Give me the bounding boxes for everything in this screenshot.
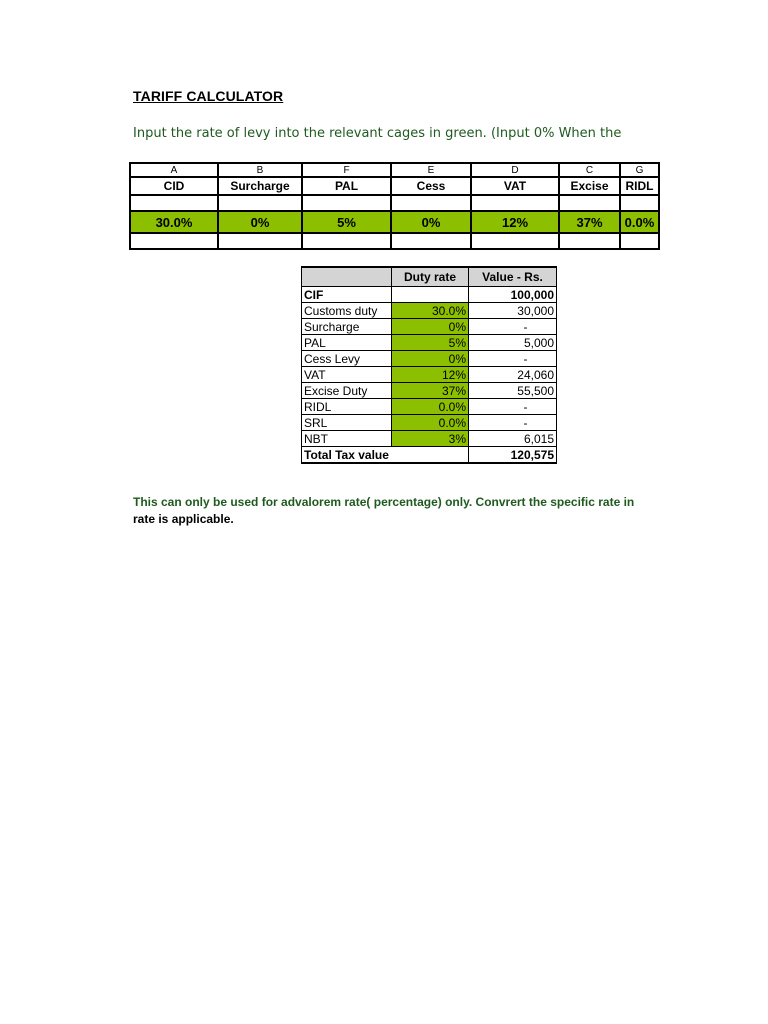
column-letter: A xyxy=(130,163,218,177)
row-value: 6,015 xyxy=(469,431,557,447)
total-tax-value: 120,575 xyxy=(469,447,557,464)
excise-rate-input[interactable]: 37% xyxy=(559,211,620,233)
cif-value: 100,000 xyxy=(469,287,557,303)
cif-rate-empty xyxy=(392,287,469,303)
usage-note-line1: This can only be used for advalorem rate( percentage) only. Convrert the specific rate in xyxy=(133,495,635,509)
empty-cell[interactable] xyxy=(218,195,302,211)
row-rate: 0% xyxy=(392,351,469,367)
empty-cell[interactable] xyxy=(620,195,659,211)
row-rate: 12% xyxy=(392,367,469,383)
empty-cell[interactable] xyxy=(471,233,559,249)
surcharge-rate-input[interactable]: 0% xyxy=(218,211,302,233)
usage-note-line2: rate is applicable. xyxy=(133,512,234,526)
levy-rate-table xyxy=(129,162,660,250)
row-value: 30,000 xyxy=(469,303,557,319)
empty-cell[interactable] xyxy=(391,233,471,249)
row-label: RIDL xyxy=(302,399,392,415)
levy-header-ridl: RIDL xyxy=(620,177,659,195)
empty-cell[interactable] xyxy=(130,195,218,211)
levy-header-pal: PAL xyxy=(302,177,391,195)
row-value: 5,000 xyxy=(469,335,557,351)
column-letter: B xyxy=(218,163,302,177)
levy-header-surcharge: Surcharge xyxy=(218,177,302,195)
page-title: TARIFF CALCULATOR xyxy=(133,88,284,104)
row-value: - xyxy=(469,351,557,367)
cid-rate-input[interactable]: 30.0% xyxy=(130,211,218,233)
row-label: Customs duty xyxy=(302,303,392,319)
empty-cell[interactable] xyxy=(559,233,620,249)
row-value: - xyxy=(469,399,557,415)
pal-rate-input[interactable]: 5% xyxy=(302,211,391,233)
row-rate: 0.0% xyxy=(392,399,469,415)
row-label: PAL xyxy=(302,335,392,351)
row-rate: 0.0% xyxy=(392,415,469,431)
empty-cell[interactable] xyxy=(559,195,620,211)
row-label: VAT xyxy=(302,367,392,383)
cif-label: CIF xyxy=(302,287,392,303)
column-letter: C xyxy=(559,163,620,177)
row-label: Excise Duty xyxy=(302,383,392,399)
empty-cell[interactable] xyxy=(302,195,391,211)
column-letter: D xyxy=(471,163,559,177)
empty-cell[interactable] xyxy=(130,233,218,249)
row-rate: 5% xyxy=(392,335,469,351)
row-rate: 37% xyxy=(392,383,469,399)
empty-cell[interactable] xyxy=(471,195,559,211)
total-tax-label: Total Tax value xyxy=(302,447,469,464)
header-empty xyxy=(302,267,392,287)
row-value: - xyxy=(469,319,557,335)
col-header-duty-rate: Duty rate xyxy=(392,267,469,287)
row-value: - xyxy=(469,415,557,431)
row-rate: 0% xyxy=(392,319,469,335)
empty-cell[interactable] xyxy=(218,233,302,249)
row-value: 55,500 xyxy=(469,383,557,399)
tax-computation-table xyxy=(301,266,557,464)
levy-header-vat: VAT xyxy=(471,177,559,195)
row-rate: 30.0% xyxy=(392,303,469,319)
usage-note xyxy=(133,494,658,528)
row-label: Cess Levy xyxy=(302,351,392,367)
levy-header-excise: Excise xyxy=(559,177,620,195)
vat-rate-input[interactable]: 12% xyxy=(471,211,559,233)
row-label: SRL xyxy=(302,415,392,431)
column-letter: E xyxy=(391,163,471,177)
row-label: NBT xyxy=(302,431,392,447)
ridl-rate-input[interactable]: 0.0% xyxy=(620,211,659,233)
empty-cell[interactable] xyxy=(620,233,659,249)
instruction-text: Input the rate of levy into the relevant cages in green. (Input 0% When the xyxy=(133,126,622,141)
column-letter: F xyxy=(302,163,391,177)
row-rate: 3% xyxy=(392,431,469,447)
row-value: 24,060 xyxy=(469,367,557,383)
col-header-value: Value - Rs. xyxy=(469,267,557,287)
row-label: Surcharge xyxy=(302,319,392,335)
levy-header-cid: CID xyxy=(130,177,218,195)
empty-cell[interactable] xyxy=(302,233,391,249)
levy-header-cess: Cess xyxy=(391,177,471,195)
column-letter: G xyxy=(620,163,659,177)
cess-rate-input[interactable]: 0% xyxy=(391,211,471,233)
empty-cell[interactable] xyxy=(391,195,471,211)
